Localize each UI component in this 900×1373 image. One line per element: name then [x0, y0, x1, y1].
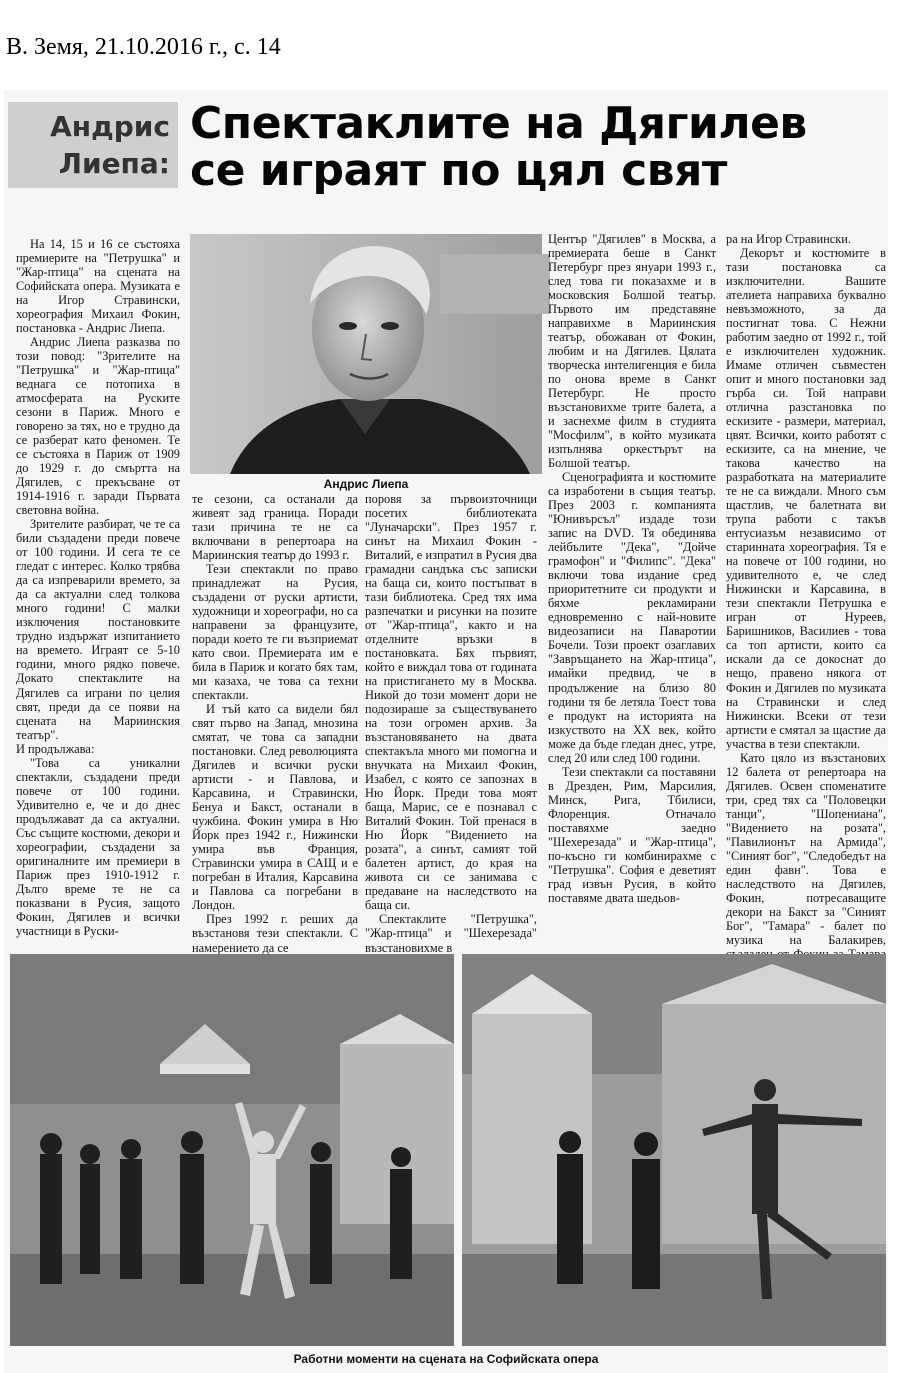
paragraph: поровя за първоизточници посетих библиотеката "Луначарски". През 1957 г. синът на Михаил Фокин - Виталий, е изпратил в Русия два грамадни сандъка със записки на баща си, които постъпват в тази библиотека. Сред тях има разпечатки и рисунки на позите от "Жар-птица", както и на отделните връзки в постановката. Бях първият, който е виждал това от годината на пристигането му в Москва. Никой до този момент дори не подозираше за съществуването на този огромен архив. За възстановяването на двата спектакъла много ми помогна и внучката на Михаил Фокин, Изабел, с която се запознах в Ню Йорк. Преди това моят баща, Марис, се е познавал с Виталий Фокин. Той пренася в Ню Йорк "Видението на розата", а синът, самият той балетен артист, до края на живота си се занимава с предаване на наследството на баща си.: [365, 492, 537, 913]
kicker-line-1: Андрис: [50, 110, 170, 143]
article-column-5: [726, 232, 886, 947]
newspaper-clipping: [4, 90, 888, 1373]
article-column-2: [192, 492, 358, 955]
paragraph: ра на Игор Стравински.: [726, 232, 851, 246]
kicker-line-2: Лиепа:: [58, 147, 170, 180]
source-line: В. Земя, 21.10.2016 г., с. 14: [6, 34, 281, 60]
article-column-4: [548, 232, 716, 942]
kicker-box: [8, 102, 178, 188]
paragraph: И продължава:: [16, 741, 95, 756]
stage-photo-left: [10, 954, 454, 1346]
stage-photo-right: [462, 954, 886, 1346]
headline: [190, 98, 890, 197]
paragraph: Център "Дягилев" в Москва, а премиерата беше в Санкт Петербург през януари 1993 г., след това ги показахме и в московския Болшой театър. Първото им представяне направихме в Мариинския театър, обожаван от Фокин, любим и на Дягилев. Цялата творческа интелигенция е била по онова време в Санкт Петербург. Не просто възстановихме трите балета, а и заснехме филм в студията "Мосфилм", в който музиката изпълнява оркестърът на Болшой театър.: [548, 232, 716, 471]
paragraph: Декорът и костюмите в тази постановка са изключителни. Вашите ателиета направиха буквално невъзможното, за да постигнат това. С Нежни работим заедно от 1992 г., той е изключителен художник. Имаме отличен съвместен опит и много постановки зад гърба си. Той направи отлична разстановка по ескизите - размери, материал, цвят. Всички, които работят с ескизите, са на мнение, че такова качество на разработката на материалите те не са виждали. Много съм щастлив, че балетната ви трупа работи с такъв ентусиазъм независимо от старинната хореография. Тя е на повече от 100 години, но удивителното е, че след Нижински и Карсавина, в тези спектакли Петрушка е игран от Нуреев, Баришников, Василиев - това са топ артисти, които са искали да се докоснат до нещо, правено някога от Фокин и Дягилев по музиката на Стравински и след Нижински. Всеки от тези артисти е смятал за щастие да участва в тези спектакли.: [726, 246, 886, 751]
paragraph: Спектаклите "Петрушка", "Жар-птица" и "Шехерезада" възстановихме в: [365, 912, 537, 955]
article-column-3: [365, 492, 537, 955]
paragraph: Тези спектакли по право принадлежат на Русия, създадени от руски артисти, художници и хореографи, но са направени за французите, поради което те ги възприемат като свои. Премиерата им е била в Париж и когато бях там, ми казаха, че това са техни спектакли.: [192, 562, 358, 703]
paragraph: Тези спектакли са поставяни в Дрезден, Рим, Марсилия, Минск, Рига, Тбилиси, Флоренция. Отначало поставяхме заедно "Шехерезада" и "Жар-птица", по-късно ги комбинирахме с "Петрушка". София е деветият град извън Русия, в който поставяме двата шедьов-: [548, 764, 716, 905]
paragraph: Зрителите разбират, че те са били създадени преди повече от 100 години. И сега те се гледат с интерес. Колко трябва да са изпреварили времето, за да са актуални след толкова много години! С малки изключения постановките трудно издържат изпитанието на времето. Играят се 5-10 години, много рядко повече. Докато спектаклите на Дягилев са играни по целия свят, преди да се появи на сцената на Мариинския театър".: [16, 517, 180, 742]
portrait-caption: Андрис Лиепа: [323, 477, 409, 491]
bottom-photo-caption: Работни моменти на сцената на Софийската опера: [293, 1352, 599, 1366]
paragraph: те сезони, са останали да живеят зад граница. Поради тази причина те не са включвани в репертоара на Мариинския театър до 1993 г.: [192, 492, 358, 563]
article-column-1: [16, 237, 180, 941]
portrait-photo: [190, 234, 542, 474]
paragraph: Като цяло из възстанових 12 балета от репертоара на Дягилев. Освен споменатите три, сред тях са "Половецки танци", "Шопениана", "Видението на розата", "Павилионът на Армида", "Синият бог", "Следобедът на един фавн". Това е наследството на Дягилев, Фокин, потресаващите декори на Бакст за "Синият Бог", "Тамара" - балет по музика на Балакирев,: [726, 750, 886, 947]
paragraph: Сценографията и костюмите са изработени в същия театър. През 2003 г. компанията "Юнивърсъл" издаде този запис на DVD. Тя обединява лейбълите "Дека", "Дойче грамофон" и "Филипс". "Дека" включи това издание сред приоритетните си продукти и бяхме рекламирани едновременно с най-новите видеозаписи на Паваротии Бочели. Този проект озаглавих "Завръщането на Жар-птица", имайки предвид, че в продължение на близо 80 години тя бе летяла Тоест това е продукт на историята на изкуството на XX век, който може да бъде гледан днес, утре, след 20 или след 100 години.: [548, 470, 716, 765]
paragraph: През 1992 г. реших да възстановя тези спектакли. С намерението да се: [192, 912, 358, 955]
paragraph: Андрис Лиепа разказва по този повод: "Зрителите на "Петрушка" и "Жар-птица" веднага се потопиха в атмосферата на Руските сезони в Париж. Много е говорено за тях, но е трудно да се разберат като феномен. Те се състояха в Париж от 1909 до 1929 г. до смъртта на Дягилев, с прекъсване от 1914-1916 г. заради Първата световна война.: [16, 335, 180, 518]
paragraph: "Това са уникални спектакли, създадени преди повече от 100 години. Удивително е, че и до днес продължават да са актуални. Със същите костюми, декори и хореографии, създадени за оригиналните им премиери в Париж през 1910-1912 г. Дълго време те не са показвани в Русия, защото Фокин, Дягилев и всички участници в Руски-: [16, 755, 180, 938]
headline-line-2: се играят по цял свят: [190, 145, 727, 197]
headline-line-1: Спектаклите на Дягилев: [190, 98, 807, 149]
paragraph: На 14, 15 и 16 се състояха премиерите на "Петрушка" и "Жар-птица" на сцената на Софийската опера. Музиката е на Игор Стравински, хореография Михаил Фокин, постановка - Андрис Лиепа.: [16, 237, 180, 336]
paragraph: И тъй като са видели бял свят първо на Запад, мнозина смятат, че това са западни постановки. След революцията Дягилев и всички руски артисти - и Павлова, и Карсавина, и Стравински, Бенуа и Бакст, останали в чужбина. Фокин умира в Ню Йорк през 1942 г., Нижински умира във Франция, Стравински умира в САЩ и е погребан в Италия, Карсавина и Павлова са погребани в Лондон.: [192, 702, 358, 913]
